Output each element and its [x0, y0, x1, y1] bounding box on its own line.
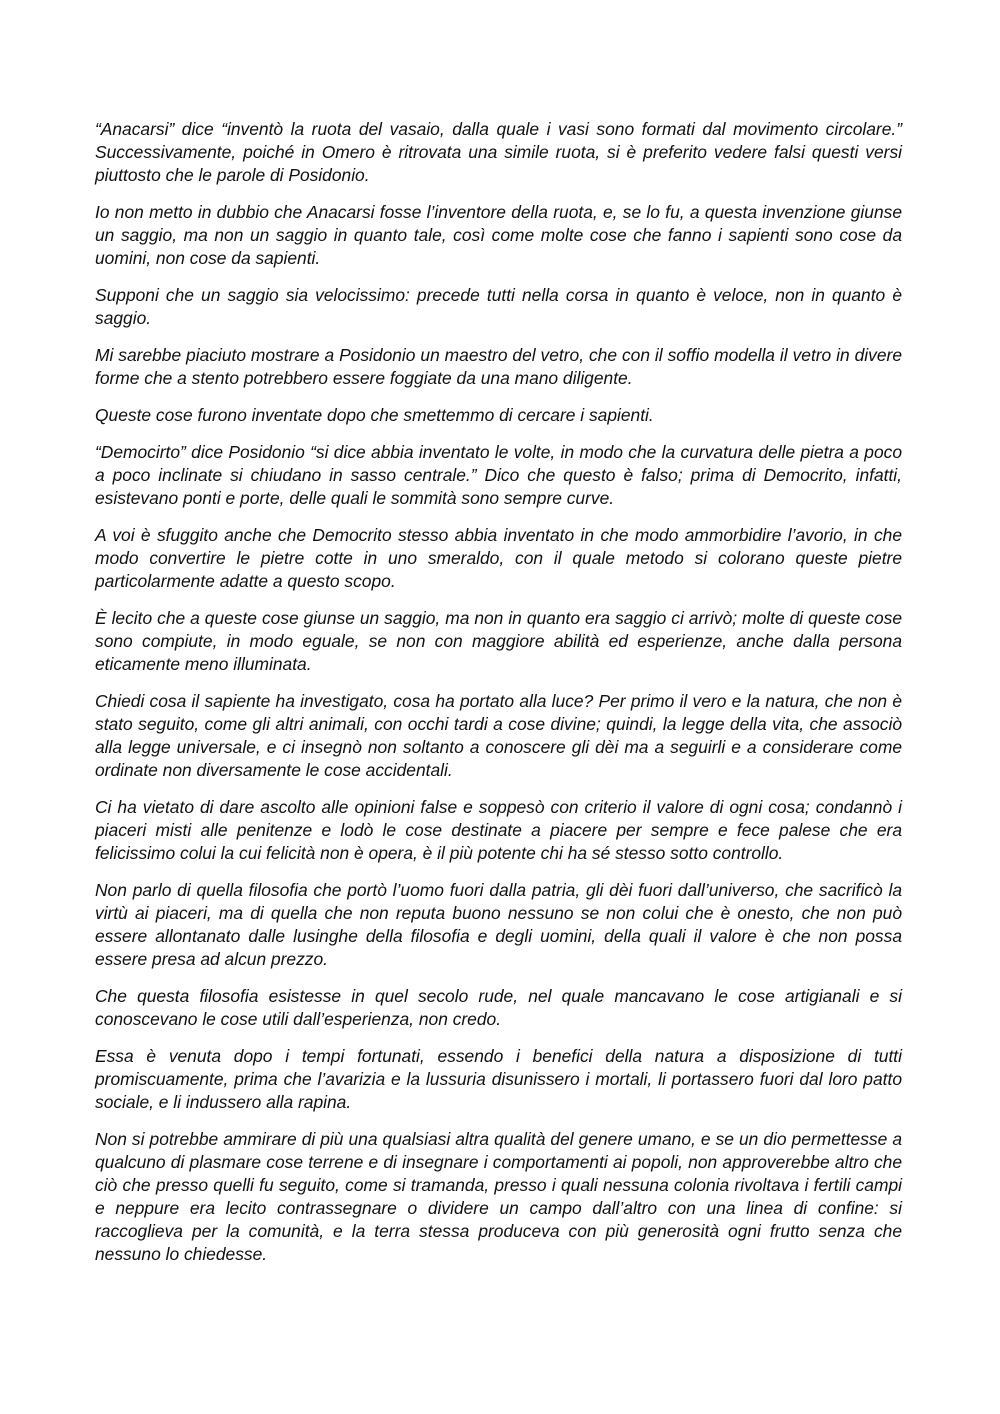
paragraph-4: Mi sarebbe piaciuto mostrare a Posidonio un maestro del vetro, che con il soffio modella il vetro in divere forme che a stento potrebbero essere foggiate da una mano diligente. — [95, 345, 902, 388]
paragraph-9: Chiedi cosa il sapiente ha investigato, cosa ha portato alla luce? Per primo il vero e la natura, che non è stato seguito, come gli altri animali, con occhi tardi a cose divine; quindi, la legge della vita, che associò alla legge universale, e ci insegnò non soltanto a conoscere gli dèi ma a seguirli e a considerare come ordinate non diversamente le cose accidentali. — [95, 691, 902, 780]
paragraph-3: Supponi che un saggio sia velocissimo: precede tutti nella corsa in quanto è veloce, non in quanto è saggio. — [95, 285, 902, 328]
paragraph-11: Non parlo di quella filosofia che portò l’uomo fuori dalla patria, gli dèi fuori dall’universo, che sacrificò la virtù ai piaceri, ma di quella che non reputa buono nessuno se non colui che è onesto, che non può essere allontanato dalle lusinghe della filosofia e degli uomini, della quali il valore è che non possa essere presa ad alcun prezzo. — [95, 880, 902, 969]
paragraph-8: È lecito che a queste cose giunse un saggio, ma non in quanto era saggio ci arrivò; molte di queste cose sono compiute, in modo eguale, se non con maggiore abilità ed esperienze, anche dalla persona eticamente meno illuminata. — [95, 608, 902, 674]
paragraph-14: Non si potrebbe ammirare di più una qualsiasi altra qualità del genere umano, e se un dio permettesse a qualcuno di plasmare cose terrene e di insegnare i comportamenti ai popoli, non approverebbe altro che ciò che presso quelli fu seguito, come si tramanda, presso i quali nessuna colonia rivoltava i fertili campi e neppure era lecito contrassegnare o dividere un campo dall’altro con una linea di confine: si raccoglieva per la comunità, e la terra stessa produceva con più generosità ogni frutto senza che nessuno lo chiedesse. — [95, 1129, 902, 1264]
paragraph-2: Io non metto in dubbio che Anacarsi fosse l’inventore della ruota, e, se lo fu, a questa invenzione giunse un saggio, ma non un saggio in quanto tale, così come molte cose che fanno i sapienti sono cose da uomini, non cose da sapienti. — [95, 202, 902, 268]
document-page — [95, 118, 902, 1280]
paragraph-12: Che questa filosofia esistesse in quel secolo rude, nel quale mancavano le cose artigianali e si conoscevano le cose utili dall’esperienza, non credo. — [95, 986, 902, 1029]
paragraph-7: A voi è sfuggito anche che Democrito stesso abbia inventato in che modo ammorbidire l’avorio, in che modo convertire le pietre cotte in uno smeraldo, con il quale metodo si colorano queste pietre particolarmente adatte a questo scopo. — [95, 525, 902, 591]
paragraph-1: “Anacarsi” dice “inventò la ruota del vasaio, dalla quale i vasi sono formati dal movimento circolare.” Successivamente, poiché in Omero è ritrovata una simile ruota, si è preferito vedere falsi questi versi piuttosto che le parole di Posidonio. — [95, 119, 902, 185]
paragraph-5: Queste cose furono inventate dopo che smettemmo di cercare i sapienti. — [95, 405, 654, 425]
paragraph-6: “Democirto” dice Posidonio “si dice abbia inventato le volte, in modo che la curvatura delle pietra a poco a poco inclinate si chiudano in sasso centrale.” Dico che questo è falso; prima di Democrito, infatti, esistevano ponti e porte, delle quali le sommità sono sempre curve. — [95, 442, 902, 508]
paragraph-10: Ci ha vietato di dare ascolto alle opinioni false e soppesò con criterio il valore di ogni cosa; condannò i piaceri misti alle penitenze e lodò le cose destinate a piacere per sempre e fece palese che era felicissimo colui la cui felicità non è opera, è il più potente chi ha sé stesso sotto controllo. — [95, 797, 902, 863]
paragraph-13: Essa è venuta dopo i tempi fortunati, essendo i benefici della natura a disposizione di tutti promiscuamente, prima che l’avarizia e la lussuria disunissero i mortali, li portassero fuori dal loro patto sociale, e li indussero alla rapina. — [95, 1046, 902, 1112]
